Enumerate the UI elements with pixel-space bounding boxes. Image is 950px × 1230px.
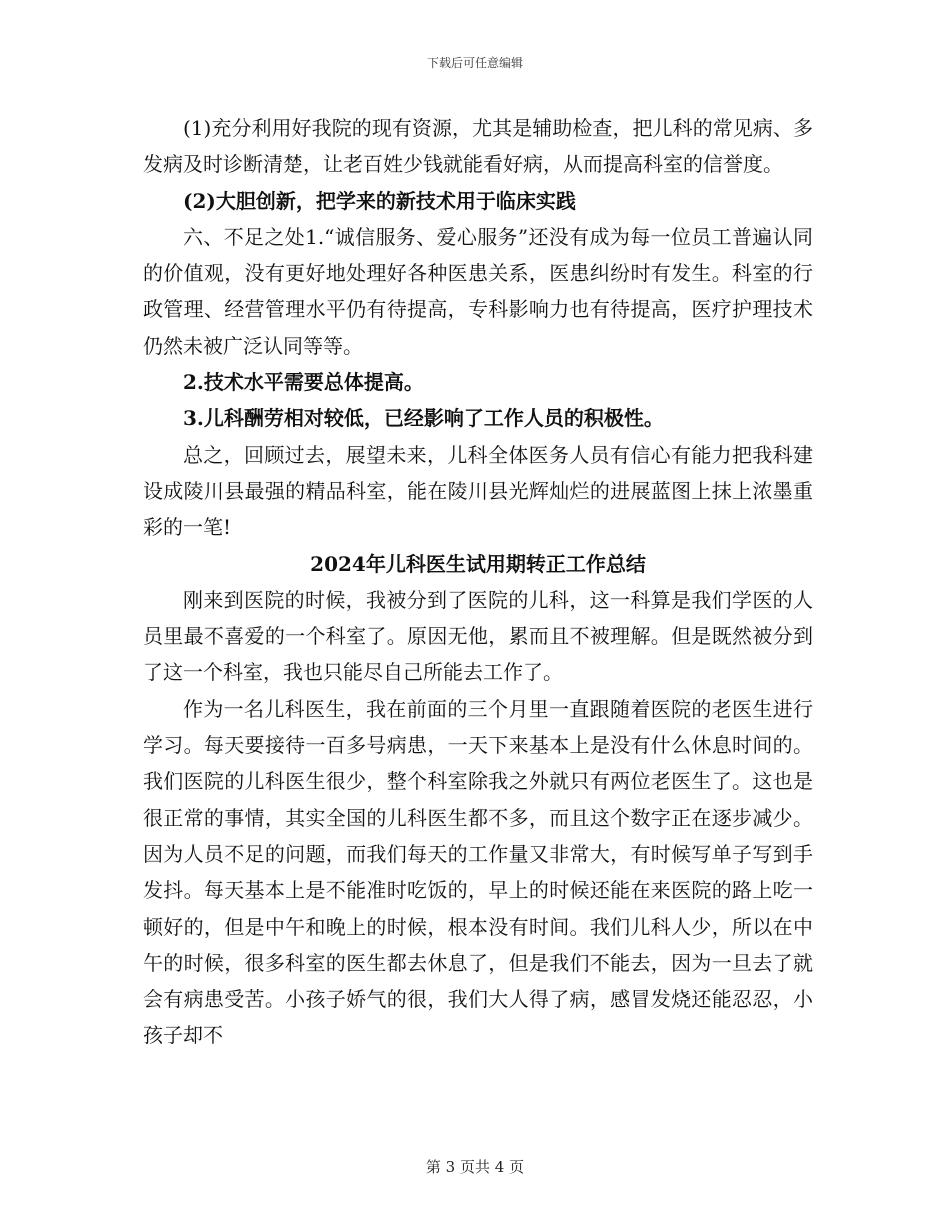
paragraph-resources: (1)充分利用好我院的现有资源，尤其是辅助检查，把儿科的常见病、多发病及时诊断清楚，让老百姓少钱就能看好病，从而提高科室的信誉度。 <box>143 116 813 177</box>
paragraph-arrival: 刚来到医院的时候，我被分到了医院的儿科，这一科算是我们学医的人员里最不喜爱的一个科室了。原因无他，累而且不被理解。但是既然被分到了这一个科室，我也只能尽自己所能去工作了。 <box>143 587 813 685</box>
section-title: 2024年儿科医生试用期转正工作总结 <box>310 551 646 576</box>
paragraph-shortcomings: 六、不足之处1.“诚信服务、爱心服务”还没有成为每一位员工普遍认同的价值观，没有更好地处理好各种医患关系，医患纠纷时有发生。科室的行政管理、经营管理水平仍有待提高，专科影响力也有待提高，医疗护理技术仍然未被广泛认同等等。 <box>143 224 813 358</box>
document-body <box>143 110 813 1054</box>
paragraph-work-experience: 作为一名儿科医生，我在前面的三个月里一直跟随着医院的老医生进行学习。每天要接待一百多号病患，一天下来基本上是没有什么休息时间的。我们医院的儿科医生很少，整个科室除我之外就只有两位老医生了。这也是很正常的事情，其实全国的儿科医生都不多，而且这个数字正在逐步减少。因为人员不足的问题，而我们每天的工作量又非常大，有时候写单子写到手发抖。每天基本上是不能准时吃饭的，早上的时候还能在来医院的路上吃一顿好的，但是中午和晚上的时候，根本没有时间。我们儿科人少，所以在中午的时候，很多科室的医生都去休息了，但是我们不能去，因为一旦去了就会有病患受苦。小孩子娇气的很，我们大人得了病，感冒发烧还能忍忍，小孩子却不 <box>143 696 813 1048</box>
page-footer: 第 3 页共 4 页 <box>425 1158 525 1176</box>
paragraph-innovation: (2)大胆创新，把学来的新技术用于临床实践 <box>183 188 576 213</box>
paragraph-tech-level: 2.技术水平需要总体提高。 <box>183 370 424 395</box>
page-header: 下载后可任意编辑 <box>426 56 523 70</box>
paragraph-conclusion: 总之，回顾过去，展望未来，儿科全体医务人员有信心有能力把我科建设成陵川县最强的精品科室，能在陵川县光辉灿烂的进展蓝图上抹上浓墨重彩的一笔! <box>143 442 813 540</box>
paragraph-compensation: 3.儿科酬劳相对较低，已经影响了工作人员的积极性。 <box>183 406 664 431</box>
